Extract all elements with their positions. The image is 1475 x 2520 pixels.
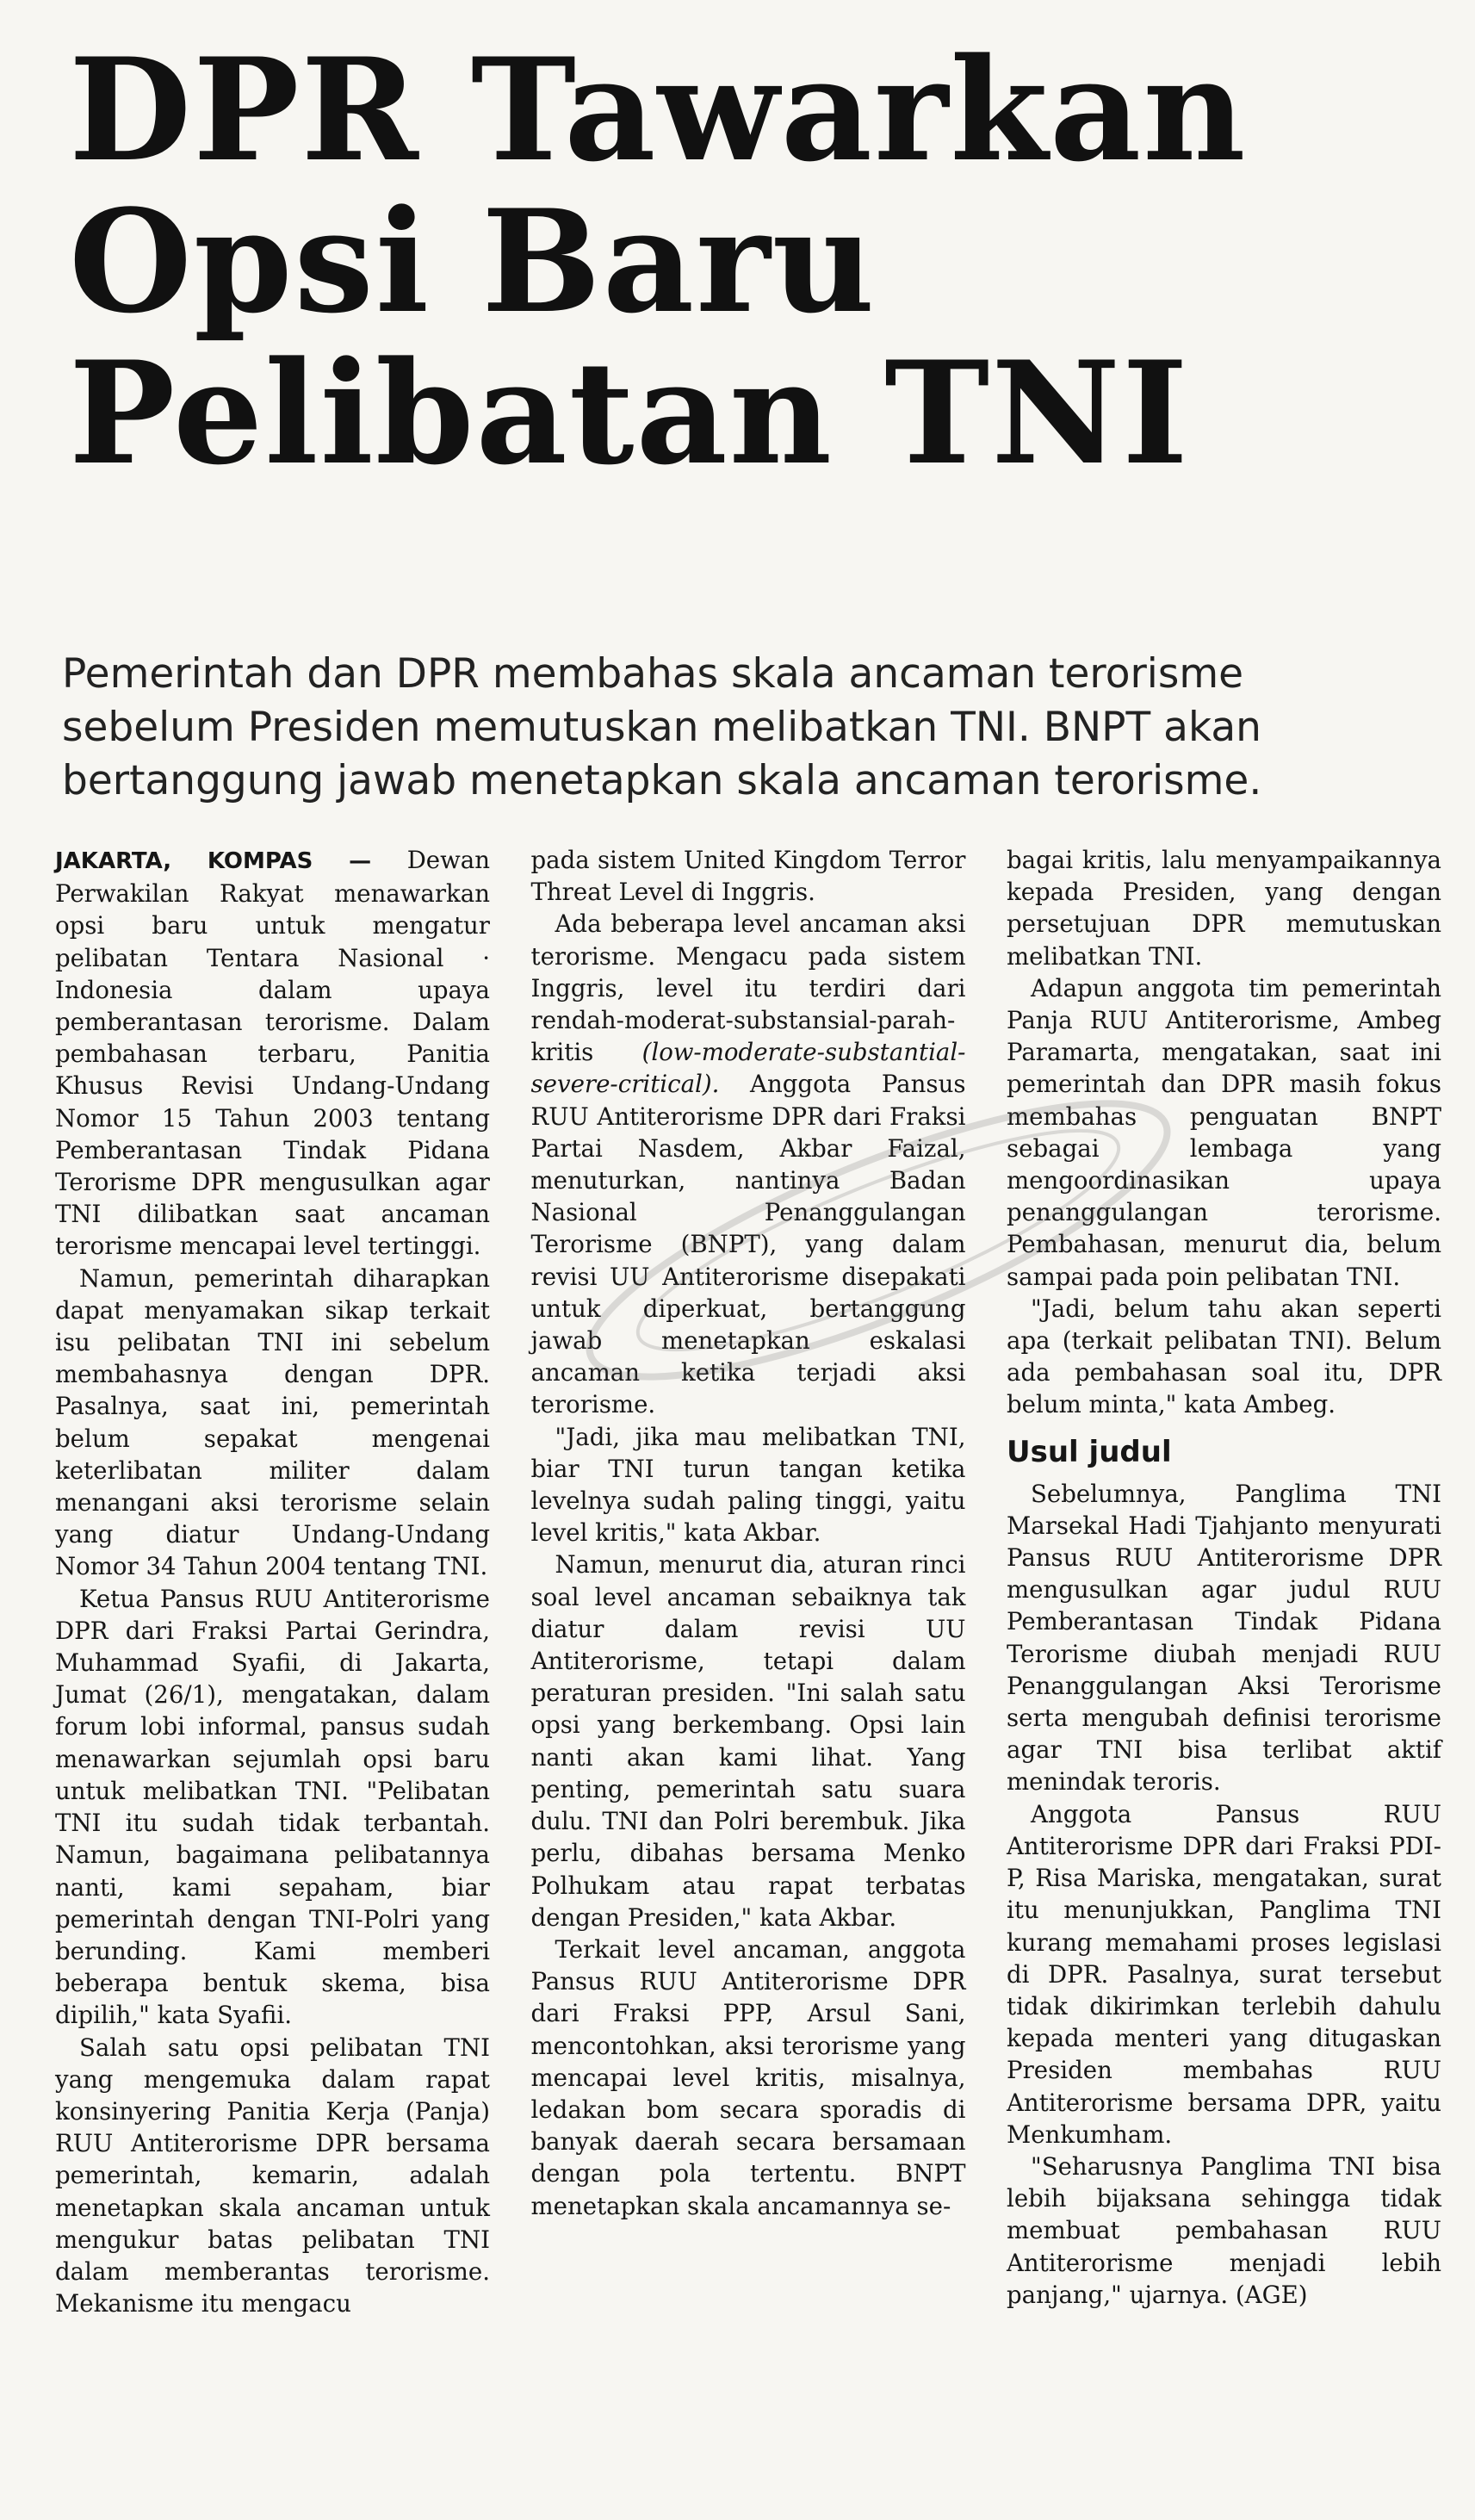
body-paragraph: pada sistem United Kingdom Terror Threat Level di Inggris. — [530, 846, 966, 907]
body-paragraph: "Seharusnya Panglima TNI bisa lebih bijaksana sehingga tidak membuat pembahasan RUU Antiterorisme menjadi lebih panjang," ujarnya. (AGE) — [1007, 2151, 1441, 2309]
lead-paragraph: Pemerintah dan DPR membahas skala ancaman terorisme sebelum Presiden memutuskan melibatkan TNI. BNPT akan bertanggung jawab menetapkan skala ancaman terorisme. — [62, 650, 1262, 804]
dateline: JAKARTA, KOMPAS — — [55, 848, 372, 874]
body-paragraph: Adapun anggota tim pemerintah Panja RUU Antiterorisme, Ambeg Paramarta, mengatakan, saat ini pemerintah dan DPR masih fokus membahas penguatan BNPT sebagai lembaga yang mengoordinasikan upaya penanggulangan terorisme. Pembahasan, menurut dia, belum sampai pada poin pelibatan TNI. — [1007, 973, 1441, 1291]
headline-line-2: Opsi Baru — [69, 178, 877, 344]
body-paragraph: Ada beberapa level ancaman aksi terorisme. Mengacu pada sistem Inggris, level itu terdiri dari rendah-moderat-substansial-parah-kritis (low-moderate-substantial-severe-critical). Anggota Pansus RUU Antiterorisme DPR dari Fraksi Partai Nasdem, Akbar Faizal, menuturkan, nantinya Badan Nasional Penanggulangan Terorisme (BNPT), yang dalam revisi UU Antiterorisme disepakati untuk diperkuat, bertanggung jawab menetapkan eskalasi ancaman ketika terjadi aksi terorisme. — [530, 909, 966, 1419]
column-3 — [1007, 844, 1441, 2506]
subheading: Usul judul — [1007, 1434, 1172, 1469]
headline-line-3: Pelibatan TNI — [69, 330, 1190, 496]
article-body — [55, 844, 1441, 2506]
body-paragraph: Salah satu opsi pelibatan TNI yang mengemuka dalam rapat konsinyering Panitia Kerja (Panja) RUU Antiterorisme DPR bersama pemerintah, kemarin, adalah menetapkan skala ancaman untuk mengukur batas pelibatan TNI dalam memberantas terorisme. Mekanisme itu mengacu — [55, 2033, 490, 2318]
column-1 — [55, 844, 490, 2506]
body-paragraph: bagai kritis, lalu menyampaikannya kepada Presiden, yang dengan persetujuan DPR memutuskan melibatkan TNI. — [1007, 846, 1441, 971]
threat-level-terms: (low-moderate-substantial-severe-critical). — [530, 1038, 966, 1099]
body-paragraph: JAKARTA, KOMPAS — Dewan Perwakilan Rakyat menawarkan opsi baru untuk mengatur pelibatan Tentara Nasional · Indonesia dalam upaya pemberantasan terorisme. Dalam pembahasan terbaru, Panitia Khusus Revisi Undang-Undang Nomor 15 Tahun 2003 tentang Pemberantasan Tindak Pidana Terorisme DPR mengusulkan agar TNI dilibatkan saat ancaman terorisme mencapai level tertinggi. — [55, 846, 490, 1261]
body-paragraph: Terkait level ancaman, anggota Pansus RUU Antiterorisme DPR dari Fraksi PPP, Arsul Sani, mencontohkan, aksi terorisme yang mencapai level kritis, misalnya, ledakan bom secara sporadis di banyak daerah secara bersamaan dengan pola tertentu. BNPT menetapkan skala ancamannya se- — [530, 1934, 966, 2220]
body-paragraph: Namun, menurut dia, aturan rinci soal level ancaman sebaiknya tak diatur dalam revisi UU Antiterorisme, tetapi dalam peraturan presiden. "Ini salah satu opsi yang berkembang. Opsi lain nanti akan kami lihat. Yang penting, pemerintah satu suara dulu. TNI dan Polri berembuk. Jika perlu, dibahas bersama Menko Polhukam atau rapat terbatas dengan Presiden," kata Akbar. — [530, 1550, 966, 1932]
body-paragraph: Anggota Pansus RUU Antiterorisme DPR dari Fraksi PDI-P, Risa Mariska, mengatakan, surat itu menunjukkan, Panglima TNI kurang memahami proses legislasi di DPR. Pasalnya, surat tersebut tidak dikirimkan terlebih dahulu kepada menteri yang ditugaskan Presiden membahas RUU Antiterorisme bersama DPR, yaitu Menkumham. — [1007, 1799, 1441, 2149]
headline — [69, 27, 1412, 496]
body-paragraph: "Jadi, belum tahu akan seperti apa (terkait pelibatan TNI). Belum ada pembahasan soal itu, DPR belum minta," kata Ambeg. — [1007, 1294, 1441, 1419]
body-paragraph: Ketua Pansus RUU Antiterorisme DPR dari Fraksi Partai Gerindra, Muhammad Syafii, di Jakarta, Jumat (26/1), mengatakan, dalam forum lobi informal, pansus sudah menawarkan sejumlah opsi baru untuk melibatkan TNI. "Pelibatan TNI itu sudah tidak terbantah. Namun, bagaimana pelibatannya nanti, kami sepaham, biar pemerintah dengan TNI-Polri yang berunding. Kami memberi beberapa bentuk skema, bisa dipilih," kata Syafii. — [55, 1584, 490, 2030]
headline-line-1: DPR Tawarkan — [69, 27, 1248, 193]
body-paragraph: Sebelumnya, Panglima TNI Marsekal Hadi Tjahjanto menyurati Pansus RUU Antiterorisme DPR mengusulkan agar judul RUU Pemberantasan Tindak Pidana Terorisme diubah menjadi RUU Penanggulangan Aksi Terorisme serta mengubah definisi terorisme agar TNI bisa terlibat aktif menindak teroris. — [1007, 1479, 1441, 1797]
body-paragraph: Namun, pemerintah diharapkan dapat menyamakan sikap terkait isu pelibatan TNI ini sebelum membahasnya dengan DPR. Pasalnya, saat ini, pemerintah belum sepakat mengenai keterlibatan militer dalam menangani aksi terorisme selain yang diatur Undang-Undang Nomor 34 Tahun 2004 tentang TNI. — [55, 1263, 490, 1581]
body-paragraph: "Jadi, jika mau melibatkan TNI, biar TNI turun tangan ketika levelnya sudah paling tinggi, yaitu level kritis," kata Akbar. — [530, 1422, 966, 1548]
column-2 — [531, 844, 966, 2506]
